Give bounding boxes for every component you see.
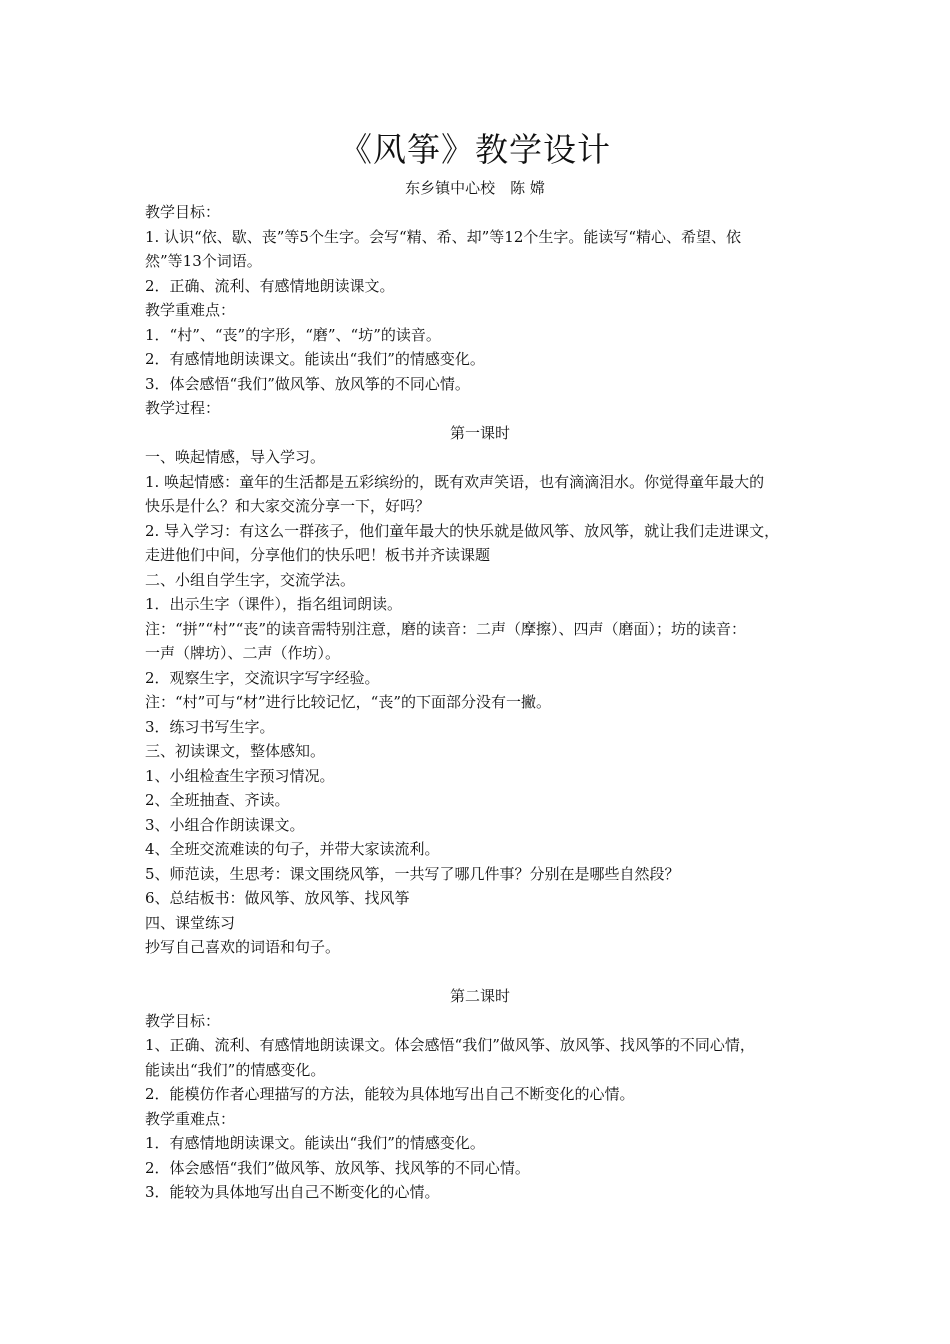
text-line: 6、总结板书：做风筝、放风筝、找风筝 (145, 889, 410, 907)
text-line: 5、师范读，生思考：课文围绕风筝，一共写了哪几件事？分别在是哪些自然段？ (145, 864, 680, 883)
text-line: 2．正确、流利、有感情地朗读课文。 (145, 276, 395, 295)
text-line: 然”等13个词语。 (145, 252, 262, 270)
text-line: 教学重难点： (145, 1109, 236, 1128)
document-title: 《风筝》教学设计 (339, 130, 611, 169)
text-line: 1．有感情地朗读课文。能读出“我们”的情感变化。 (145, 1134, 485, 1152)
text-line: 快乐是什么？和大家交流分享一下，好吗？ (145, 497, 431, 515)
document-body (145, 200, 815, 1205)
text-line: 一、唤起情感，导入学习。 (145, 448, 326, 466)
text-line: 1、正确、流利、有感情地朗读课文。体会感悟“我们”做风筝、放风筝、找风筝的不同心情， (145, 1036, 755, 1054)
text-line: 2．能模仿作者心理描写的方法，能较为具体地写出自己不断变化的心情。 (145, 1085, 635, 1103)
text-line: 注：“村”可与“材”进行比较记忆，“丧”的下面部分没有一撇。 (145, 693, 552, 711)
text-line: 1．“村”、“丧”的字形，“磨”、“坊”的读音。 (145, 325, 441, 344)
text-line: 教学重难点： (145, 301, 236, 319)
text-line: 3．体会感悟“我们”做风筝、放风筝的不同心情。 (145, 374, 470, 393)
text-line: 2、全班抽查、齐读。 (145, 791, 290, 809)
text-line: 3．能较为具体地写出自己不断变化的心情。 (145, 1183, 440, 1201)
text-line: 能读出“我们”的情感变化。 (145, 1060, 326, 1079)
text-line: 1、小组检查生字预习情况。 (145, 766, 335, 785)
text-line: 四、课堂练习 (145, 913, 236, 932)
text-line: 2．有感情地朗读课文。能读出“我们”的情感变化。 (145, 350, 485, 368)
text-line: 3．练习书写生字。 (145, 717, 275, 736)
text-line: 一声（牌坊）、二声（作坊）。 (145, 644, 341, 662)
text-line: 2．体会感悟“我们”做风筝、放风筝、找风筝的不同心情。 (145, 1158, 530, 1177)
text-line: 注：“拼”“村”“丧”的读音需特别注意，磨的读音：二声（摩擦）、四声（磨面）；坊的读音： (145, 619, 747, 638)
text-line: 教学过程： (145, 399, 221, 417)
document-author: 东乡镇中心校 陈 嫦 (405, 179, 545, 197)
text-line: 3、小组合作朗读课文。 (145, 815, 305, 834)
text-line: 1．出示生字（课件），指名组词朗读。 (145, 595, 403, 613)
section-heading-lesson-1: 第一课时 (449, 423, 510, 442)
text-line: 抄写自己喜欢的词语和句子。 (145, 938, 341, 956)
text-line: 走进他们中间，分享他们的快乐吧！板书并齐读课题 (145, 546, 491, 564)
text-line: 教学目标： (145, 203, 221, 221)
text-line: 二、小组自学生字，交流学法。 (145, 570, 356, 589)
text-line: 1. 认识“依、歇、丧”等5个生字。会写“精、希、却”等12个生字。能读写“精心、希望、依 (145, 227, 742, 246)
text-line: 教学目标： (145, 1011, 221, 1030)
text-line: 三、初读课文，整体感知。 (145, 742, 326, 760)
section-heading-lesson-2: 第二课时 (449, 987, 510, 1005)
text-line: 4、全班交流难读的句子，并带大家读流利。 (145, 840, 440, 858)
text-line: 2．观察生字，交流识字写字经验。 (145, 668, 380, 687)
text-line: 2. 导入学习：有这么一群孩子，他们童年最大的快乐就是做风筝、放风筝，就让我们走进课文， (145, 521, 780, 540)
blank-line (145, 960, 815, 985)
text-line: 1. 唤起情感：童年的生活都是五彩缤纷的，既有欢声笑语，也有滴滴泪水。你觉得童年最大的 (145, 472, 765, 491)
